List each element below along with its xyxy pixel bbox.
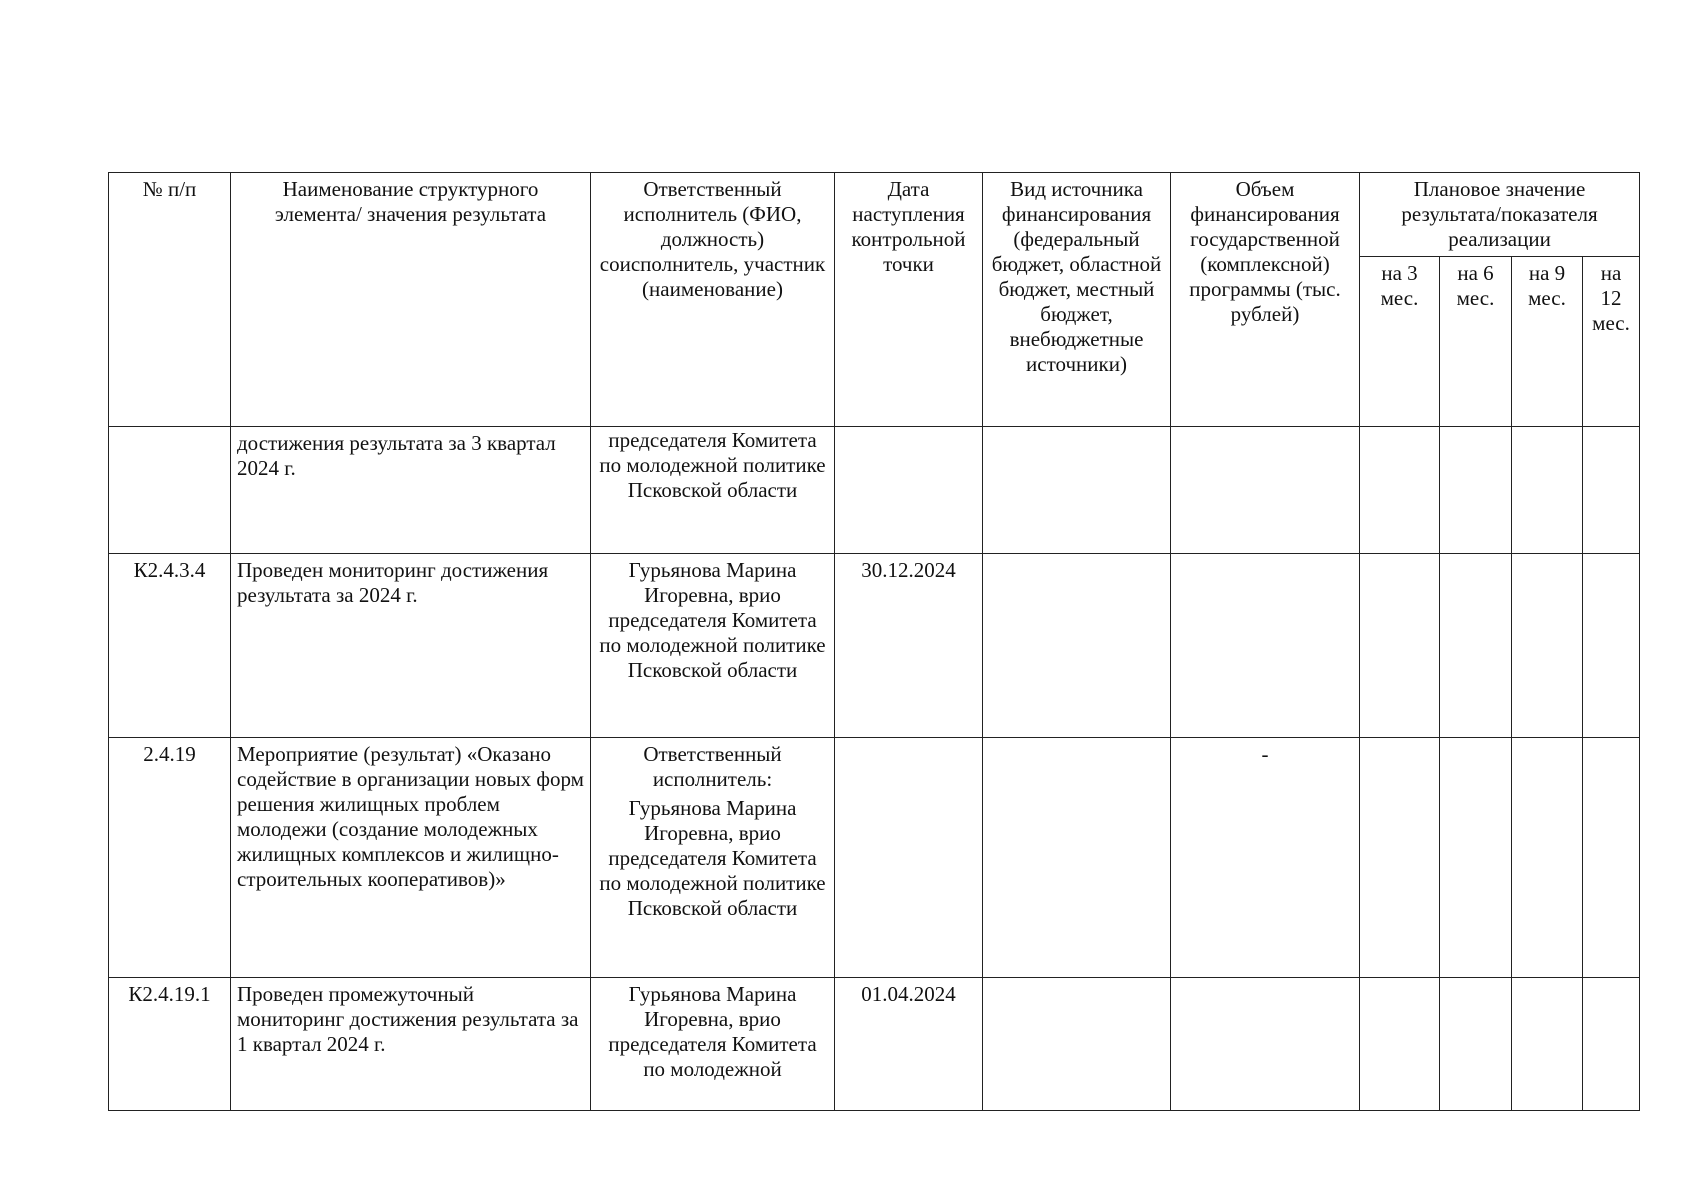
header-executor: Ответственный исполнитель (ФИО, должность) соисполнитель, участник (наименование) [591, 173, 835, 427]
header-row [109, 173, 1640, 257]
row-name: Мероприятие (результат) «Оказано содействие в организации новых форм решения жилищных проблем молодежи (создание молодежных жилищных комплексов и жилищно-строительных кооперативов)» [231, 738, 591, 978]
header-m12: на 12 мес. [1583, 257, 1640, 427]
row-name: Проведен промежуточный мониторинг достижения результата за 1 квартал 2024 г. [231, 978, 591, 1111]
row-m6 [1440, 554, 1512, 738]
row-volume [1171, 978, 1360, 1111]
row-m3 [1360, 427, 1440, 554]
row-date: 01.04.2024 [835, 978, 983, 1111]
row-m3 [1360, 554, 1440, 738]
header-plan: Плановое значение результата/показателя реализации [1360, 173, 1640, 257]
row-m3 [1360, 978, 1440, 1111]
table-row [109, 554, 1640, 738]
row-name: достижения результата за 3 квартал 2024 г. [231, 427, 591, 554]
header-m3: на 3 мес. [1360, 257, 1440, 427]
row-executor-cell [591, 738, 835, 978]
row-m12 [1583, 427, 1640, 554]
row-source [983, 978, 1171, 1111]
row-m12 [1583, 738, 1640, 978]
header-name: Наименование структурного элемента/ значения результата [231, 173, 591, 427]
table-row [109, 738, 1640, 978]
row-source [983, 554, 1171, 738]
row-num: К2.4.19.1 [109, 978, 231, 1111]
header-m6: на 6 мес. [1440, 257, 1512, 427]
header-m9: на 9 мес. [1512, 257, 1583, 427]
row-m6 [1440, 427, 1512, 554]
row-executor: Гурьянова Марина Игоревна, врио председателя Комитета по молодежной политике Псковской области [591, 554, 835, 738]
table-row [109, 427, 1640, 554]
row-m12 [1583, 554, 1640, 738]
row-executor-label: Ответственный исполнитель: [643, 742, 782, 791]
row-date [835, 427, 983, 554]
row-num: 2.4.19 [109, 738, 231, 978]
row-m9 [1512, 427, 1583, 554]
row-m3 [1360, 738, 1440, 978]
plan-table [108, 172, 1640, 1111]
row-name: Проведен мониторинг достижения результата за 2024 г. [231, 554, 591, 738]
table-row [109, 978, 1640, 1111]
row-executor: председателя Комитета по молодежной политике Псковской области [591, 427, 835, 554]
row-m6 [1440, 738, 1512, 978]
row-m12 [1583, 978, 1640, 1111]
row-volume: - [1171, 738, 1360, 978]
row-date: 30.12.2024 [835, 554, 983, 738]
row-m9 [1512, 738, 1583, 978]
row-num: К2.4.3.4 [109, 554, 231, 738]
row-m9 [1512, 554, 1583, 738]
header-source: Вид источника финансирования (федеральный бюджет, областной бюджет, местный бюджет, внебюджетные источники) [983, 173, 1171, 427]
row-m6 [1440, 978, 1512, 1111]
header-volume: Объем финансирования государственной (комплексной) программы (тыс. рублей) [1171, 173, 1360, 427]
row-volume [1171, 554, 1360, 738]
row-num [109, 427, 231, 554]
row-executor: Гурьянова Марина Игоревна, врио председателя Комитета по молодежной [591, 978, 835, 1111]
row-source [983, 738, 1171, 978]
header-num: № п/п [109, 173, 231, 427]
row-m9 [1512, 978, 1583, 1111]
row-date [835, 738, 983, 978]
header-date: Дата наступления контрольной точки [835, 173, 983, 427]
row-executor: Гурьянова Марина Игоревна, врио председателя Комитета по молодежной политике Псковской области [599, 796, 826, 920]
row-source [983, 427, 1171, 554]
row-volume [1171, 427, 1360, 554]
